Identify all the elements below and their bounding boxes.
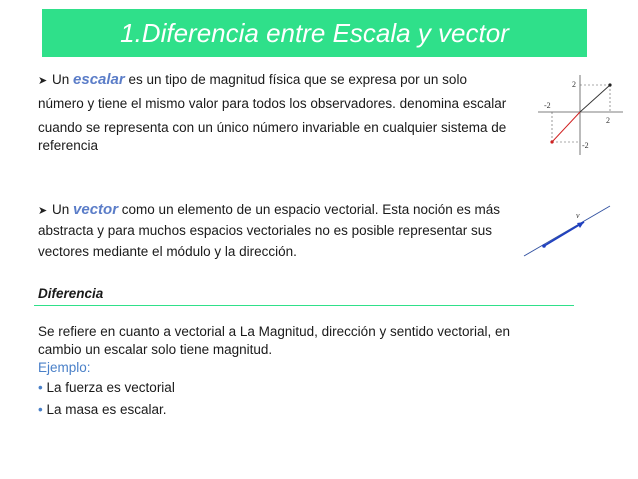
diferencia-line-2: cambio un escalar solo tiene magnitud. bbox=[38, 342, 273, 357]
title-bar bbox=[42, 9, 587, 57]
bullet-dot-icon: • bbox=[38, 380, 43, 395]
list-item bbox=[38, 401, 167, 419]
bullet-dot-icon: • bbox=[38, 402, 43, 417]
arrow-bullet-icon: ➤ bbox=[38, 205, 48, 217]
vector-line bbox=[524, 206, 610, 256]
vector-label: v bbox=[576, 211, 580, 220]
vector-keyword: vector bbox=[73, 201, 119, 218]
escalar-line-3: cuando se representa con un único número invariable en cualquier sistema de bbox=[38, 120, 507, 135]
page-title: 1.Diferencia entre Escala y vector bbox=[120, 18, 509, 48]
segment-upper bbox=[580, 85, 610, 112]
arrow-bullet-icon: ➤ bbox=[38, 75, 48, 87]
divider-line bbox=[34, 305, 574, 306]
coordinate-diagram bbox=[538, 75, 628, 160]
point-lower bbox=[550, 140, 553, 143]
vector-prefix: Un bbox=[52, 202, 74, 217]
escalar-prefix: Un bbox=[52, 72, 74, 87]
tick-label: -2 bbox=[582, 141, 589, 150]
tick-label: -2 bbox=[544, 101, 551, 110]
vector-line-1 bbox=[38, 199, 500, 222]
diferencia-heading: Diferencia bbox=[38, 286, 104, 301]
tick-label: 2 bbox=[572, 80, 576, 89]
vector-line-3: vectores mediante el módulo y la dirección. bbox=[38, 244, 297, 259]
list-item-text: La masa es escalar. bbox=[46, 402, 167, 417]
vector-origin-point bbox=[542, 244, 546, 248]
diferencia-line-1: Se refiere en cuanto a vectorial a La Magnitud, dirección y sentido vectorial, en bbox=[38, 324, 511, 339]
segment-lower bbox=[552, 112, 580, 142]
escalar-line-1 bbox=[38, 69, 467, 92]
point-upper bbox=[608, 83, 611, 86]
tick-label: 2 bbox=[606, 116, 610, 125]
escalar-line-2: número y tiene el mismo valor para todos los observadores. denomina escalar bbox=[38, 96, 507, 111]
vector-diagram bbox=[522, 200, 614, 260]
escalar-line-1-text: es un tipo de magnitud física que se expresa por un solo bbox=[124, 72, 467, 87]
list-item-text: La fuerza es vectorial bbox=[46, 380, 175, 395]
vector-arrow bbox=[544, 222, 584, 246]
escalar-line-4: referencia bbox=[38, 138, 99, 153]
escalar-keyword: escalar bbox=[73, 71, 125, 88]
ejemplo-label: Ejemplo: bbox=[38, 360, 91, 375]
list-item bbox=[38, 379, 175, 397]
vector-line-1-text: como un elemento de un espacio vectorial. Esta noción es más bbox=[118, 202, 501, 217]
vector-line-2: abstracta y para muchos espacios vectoriales no es posible representar sus bbox=[38, 223, 492, 238]
